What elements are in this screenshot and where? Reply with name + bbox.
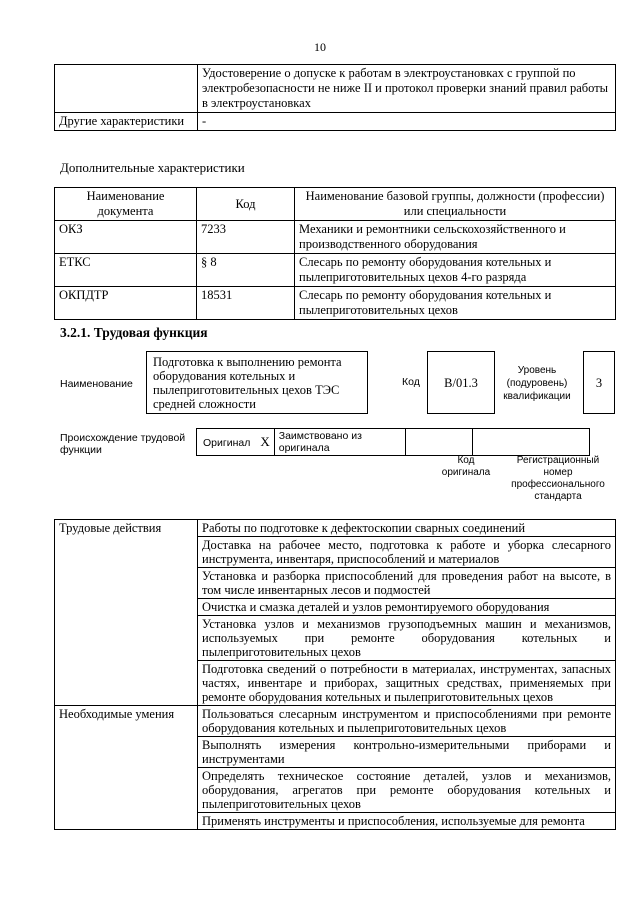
table-cell: Удостоверение о допуске к работам в электроустановках с группой по электробезопасности не ниже II и протокол проверки знаний правил работы в электроустановках [198,65,616,113]
column-header: Код [197,188,295,221]
table-cell: Другие характеристики [55,113,198,131]
table-cell: Слесарь по ремонту оборудования котельных и пылеприготовительных цехов [295,287,616,320]
original-mark: X [260,433,270,449]
table-cell: Механики и ремонтники сельскохозяйственного и производственного оборудования [295,221,616,254]
skill-item: Выполнять измерения контрольно-измерительными приборами и инструментами [198,737,616,768]
reg-number-cell [472,429,589,456]
origin-label: Происхождение трудовой функции [60,432,186,456]
table-cell: Слесарь по ремонту оборудования котельных и пылеприготовительных цехов 4-го разряда [295,254,616,287]
borrowed-label: Заимствовано из оригинала [274,429,405,456]
reg-number-caption: Регистрационный номер профессионального стандарта [511,455,605,502]
table-row [55,254,616,287]
qualification-level-box: 3 [583,351,615,414]
table-cell: 18531 [197,287,295,320]
table-cell: ОКЗ [55,221,197,254]
action-item: Установка узлов и механизмов грузоподъемных машин и механизмов, используемых при ремонте оборудования котельных и пылеприготовительных цехов [198,616,616,661]
origin-code-caption: Код оригинала [441,455,491,478]
page-number: 10 [314,40,326,54]
skills-label: Необходимые умения [55,706,198,830]
action-item: Подготовка сведений о потребности в материалах, инструментах, запасных частях, инвентаре и приборах, защитных средствах, применяемых при ремонте оборудования котельных и пылеприготовительных цехов [198,661,616,706]
name-label: Наименование [60,378,133,390]
table-cell: 7233 [197,221,295,254]
code-label: Код [402,376,420,388]
table-row [197,429,590,456]
function-code-box: B/01.3 [427,351,495,414]
top-table [54,64,616,131]
function-name-box: Подготовка к выполнению ремонта оборудования котельных и пылеприготовительных цехов ТЭС средней сложности [146,351,368,414]
column-header: Наименование документа [55,188,197,221]
action-item: Работы по подготовке к дефектоскопии сварных соединений [198,520,616,537]
actions-label: Трудовые действия [55,520,198,706]
table-row [55,706,616,737]
action-item: Доставка на рабочее место, подготовка к работе и уборка слесарного инструмента, инвентаря, приспособлений и материалов [198,537,616,568]
action-item: Очистка и смазка деталей и узлов ремонтируемого оборудования [198,599,616,616]
section-title: Дополнительные характеристики [60,160,245,175]
labor-function-details-table [54,519,616,830]
table-row [55,520,616,537]
table-cell: ЕТКС [55,254,197,287]
action-item: Установка и разборка приспособлений для проведения работ на высоте, в том числе инвентарных лесов и подмостей [198,568,616,599]
table-row [55,113,616,131]
table-row [55,287,616,320]
skill-item: Определять техническое состояние деталей, узлов и механизмов, оборудования, агрегатов при ремонте оборудования котельных и пылеприготовительных цехов [198,768,616,813]
additional-characteristics-table [54,187,616,320]
table-cell: - [198,113,616,131]
labor-function-heading: 3.2.1. Трудовая функция [60,325,208,340]
original-cell [197,429,275,456]
table-cell: § 8 [197,254,295,287]
origin-table [196,428,590,456]
skill-item: Пользоваться слесарным инструментом и приспособлениями при ремонте оборудования котельных и пылеприготовительных цехов [198,706,616,737]
table-header-row [55,188,616,221]
column-header: Наименование базовой группы, должности (профессии) или специальности [295,188,616,221]
qualification-level-label: Уровень (подуровень) квалификации [503,365,571,402]
table-row [55,221,616,254]
skill-item: Применять инструменты и приспособления, используемые для ремонта [198,813,616,830]
original-label: Оригинал [203,436,251,449]
table-cell [55,65,198,113]
table-cell: ОКПДТР [55,287,197,320]
origin-code-cell [405,429,472,456]
table-row [55,65,616,113]
